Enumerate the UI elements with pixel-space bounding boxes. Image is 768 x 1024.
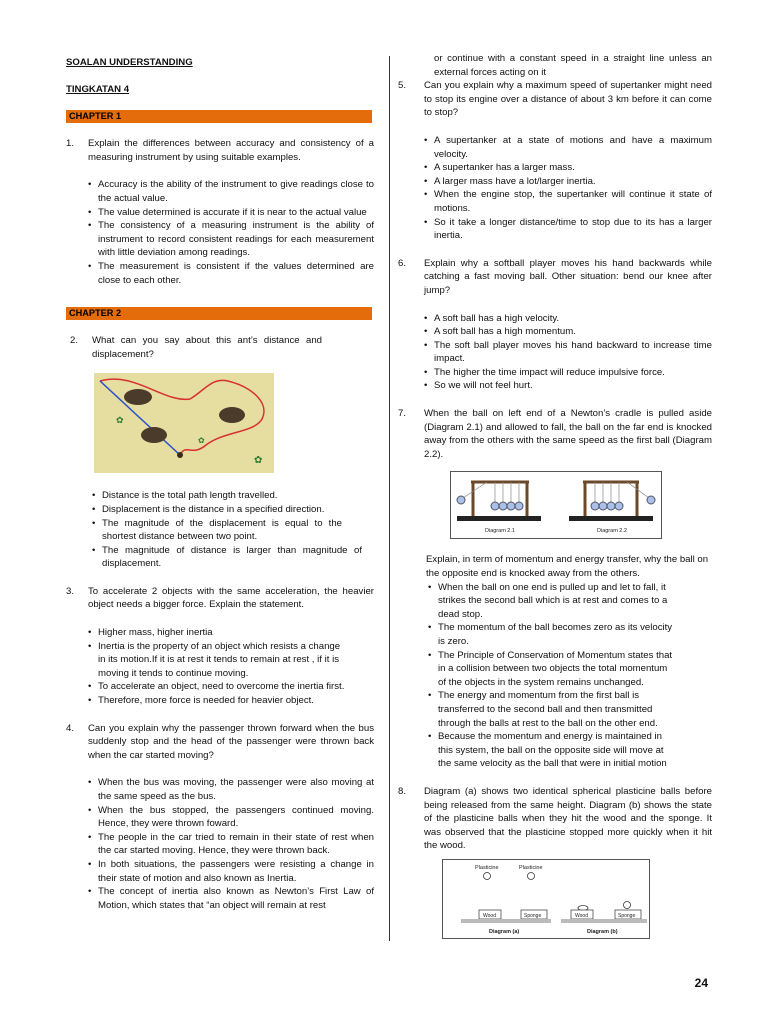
list-item: • So we will not feel hurt. bbox=[422, 379, 712, 393]
answer-list-1 bbox=[86, 178, 374, 287]
question-text: Can you explain why a maximum speed of supertanker might need to stop its engine over a distance of about 3 km before it can come to stop? bbox=[424, 80, 712, 119]
list-item: • The soft ball player moves his hand backward to increase time impact. bbox=[422, 339, 712, 366]
left-column bbox=[66, 52, 374, 912]
list-item: • To accelerate an object, need to overcome the inertia first. bbox=[86, 680, 374, 694]
question-text: When the ball on left end of a Newton’s cradle is pulled aside (Diagram 2.1) and allowed to fall, the ball on the far end is knocked away from the others with the same speed as the first ball (Diagram 2.2). bbox=[424, 408, 712, 460]
svg-text:✿: ✿ bbox=[254, 455, 263, 467]
list-item: • The concept of inertia also known as Newton’s First Law of Motion, which states that “an object will remain at rest bbox=[86, 885, 374, 912]
question-text: Explain why a softball player moves his hand backwards while catching a fast moving ball. Other situation: bend our knee after jump? bbox=[424, 257, 712, 296]
list-item: • Because the momentum and energy is maintained in this system, the ball on the opposite side will move at the same velocity as the ball that were in initial motion bbox=[426, 730, 676, 771]
right-column bbox=[398, 52, 712, 939]
question-number: 7. bbox=[398, 408, 407, 420]
question-text: Can you explain why the passenger thrown forward when the bus suddenly stop and the head of the passenger were thrown back when the car started moving? bbox=[88, 722, 374, 761]
ant-path-diagram bbox=[94, 373, 274, 473]
wood-label-b: Wood bbox=[575, 912, 588, 919]
list-item: • A supertanker has a larger mass. bbox=[422, 161, 712, 175]
ant-path-figure bbox=[94, 373, 274, 473]
question-number: 6. bbox=[398, 257, 407, 269]
list-item: • Accuracy is the ability of the instrument to give readings close to the actual value. bbox=[86, 178, 374, 205]
answer-list-3 bbox=[86, 626, 374, 708]
answer-list-4 bbox=[86, 776, 374, 912]
question-2 bbox=[66, 334, 374, 361]
list-item: • Displacement is the distance in a specified direction. bbox=[90, 503, 374, 517]
list-item: • So it take a longer distance/time to stop due to its has a larger inertia. bbox=[422, 216, 712, 243]
question-text: What can you say about this ant’s distance and displacement? bbox=[92, 335, 322, 360]
list-item: • Higher mass, higher inertia bbox=[86, 626, 374, 640]
list-item: • The Principle of Conservation of Momentum states that in a collision between two objects the total momentum of the objects in the system remains unchanged. bbox=[426, 649, 676, 690]
newtons-cradle-diagram bbox=[451, 472, 661, 538]
doc-title: SOALAN UNDERSTANDING bbox=[66, 57, 193, 68]
list-item: • The magnitude of the displacement is equal to the shortest distance between two point. bbox=[90, 517, 342, 544]
answer-list-7 bbox=[426, 581, 676, 771]
list-item: • Therefore, more force is needed for heavier object. bbox=[86, 694, 374, 708]
answer-list-2 bbox=[90, 489, 374, 571]
sponge-label-b: Sponge bbox=[618, 912, 636, 919]
question-number: 5. bbox=[398, 80, 407, 92]
diagram-b-label: Diagram (b) bbox=[587, 928, 618, 935]
list-item: • Inertia is the property of an object which resists a change in its motion.If it is at rest it tends to remain at rest , if it is moving it tends to continue moving. bbox=[86, 640, 348, 681]
question-text: Diagram (a) shows two identical spherical plasticine balls before being released from the same height. Diagram (b) shows the state of the plasticine balls when they hit the wood and the sponge. It was observed that the plasticine stopped more quickly when it hit the wood. bbox=[424, 785, 712, 852]
question-1 bbox=[66, 137, 374, 164]
list-item: • When the ball on one end is pulled up and let to fall, it strikes the second ball which is at rest and comes to a dead stop. bbox=[426, 581, 676, 622]
list-item: • The energy and momentum from the first ball is transferred to the second ball and then transmitted through the balls at rest to the ball on the other end. bbox=[426, 689, 676, 730]
wood-label-a: Wood bbox=[483, 912, 496, 919]
list-item: • A supertanker at a state of motions and have a maximum velocity. bbox=[422, 134, 712, 161]
svg-text:✿: ✿ bbox=[198, 436, 205, 446]
form-level: TINGKATAN 4 bbox=[66, 83, 130, 95]
diagram-2-1-label: Diagram 2.1 bbox=[485, 528, 515, 535]
newtons-cradle-figure bbox=[450, 471, 662, 539]
question-text: Explain the differences between accuracy and consistency of a measuring instrument by using suitable examples. bbox=[88, 138, 374, 163]
list-item: • A larger mass have a lot/larger inertia. bbox=[422, 175, 712, 189]
diagram-2-2-label: Diagram 2.2 bbox=[597, 528, 627, 535]
question-number: 1. bbox=[66, 138, 75, 150]
question-number: 4. bbox=[66, 722, 75, 734]
chapter-1-bar: CHAPTER 1 bbox=[66, 110, 372, 123]
question-3 bbox=[66, 585, 374, 612]
list-item: • The momentum of the ball becomes zero as its velocity is zero. bbox=[426, 621, 676, 648]
svg-text:✿: ✿ bbox=[116, 415, 124, 426]
answer-list-6 bbox=[422, 312, 712, 394]
question-text: To accelerate 2 objects with the same acceleration, the heavier object needs a bigger force. Explain the statement. bbox=[88, 585, 374, 611]
list-item: • The higher the time impact will reduce impulsive force. bbox=[422, 366, 712, 380]
continued-text: or continue with a constant speed in a straight line unless an external forces acting on it bbox=[434, 53, 712, 78]
page-number: 24 bbox=[694, 976, 708, 990]
list-item: • When the engine stop, the supertanker will continue it state of motions. bbox=[422, 188, 712, 215]
chapter-2-bar: CHAPTER 2 bbox=[66, 307, 372, 320]
list-item: • The measurement is consistent if the values determined are close to each other. bbox=[86, 260, 374, 287]
plasticine-figure bbox=[442, 859, 650, 939]
question-5 bbox=[398, 79, 712, 120]
list-item: • A soft ball has a high momentum. bbox=[422, 325, 712, 339]
question-number: 2. bbox=[70, 335, 79, 347]
list-item: • The value determined is accurate if it is near to the actual value bbox=[86, 206, 374, 220]
list-item: • The people in the car tried to remain in their state of rest when the car started moving. Hence, they were thrown back. bbox=[86, 831, 374, 858]
list-item: • Distance is the total path length travelled. bbox=[90, 489, 374, 503]
diagram-a-label: Diagram (a) bbox=[489, 928, 520, 935]
answer-list-5 bbox=[422, 134, 712, 243]
plasticine-diagram bbox=[443, 860, 649, 938]
plasticine-label-2: Plasticine bbox=[519, 864, 543, 871]
list-item: • When the bus stopped, the passengers continued moving. Hence, they were thrown foward. bbox=[86, 804, 374, 831]
question-4 bbox=[66, 722, 374, 763]
question-6 bbox=[398, 257, 712, 298]
column-divider bbox=[389, 56, 390, 941]
list-item: • The consistency of a measuring instrument is the ability of instrument to record consistent readings for each measurement with little deviation among readings. bbox=[86, 219, 374, 260]
question-7 bbox=[398, 407, 712, 461]
sponge-label-a: Sponge bbox=[524, 912, 542, 919]
list-item: • A soft ball has a high velocity. bbox=[422, 312, 712, 326]
question-number: 8. bbox=[398, 785, 407, 797]
question-8 bbox=[398, 785, 712, 853]
question-7-explain: Explain, in term of momentum and energy transfer, why the ball on the opposite end is knocked away from the others. bbox=[426, 554, 709, 580]
plasticine-label-1: Plasticine bbox=[475, 864, 499, 871]
list-item: • In both situations, the passengers were resisting a change in their state of motion and also known as Inertia. bbox=[86, 858, 374, 885]
question-number: 3. bbox=[66, 585, 75, 597]
list-item: • The magnitude of distance is larger than magnitude of displacement. bbox=[90, 544, 362, 571]
list-item: • When the bus was moving, the passenger were also moving at the same speed as the bus. bbox=[86, 776, 374, 803]
